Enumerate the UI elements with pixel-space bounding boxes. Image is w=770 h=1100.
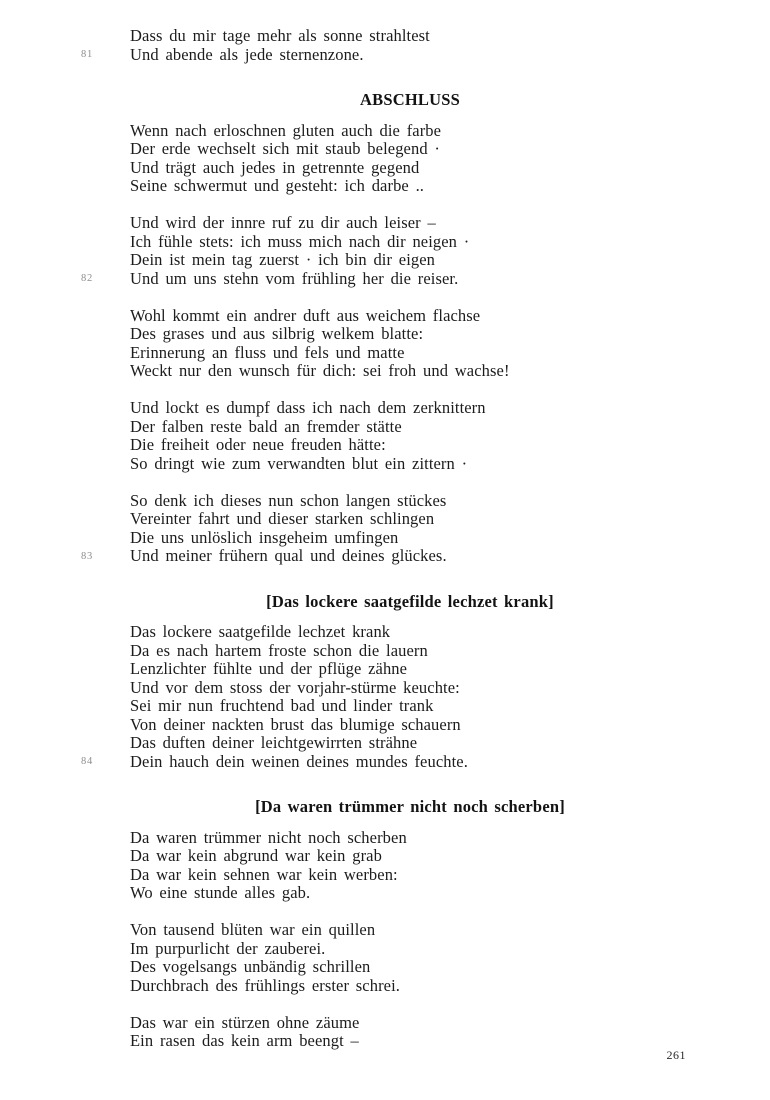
- stanza-margin-number: 84: [81, 756, 94, 767]
- poem-line: Die freiheit oder neue freuden hätte:: [130, 435, 386, 454]
- poem-line: Lenzlichter fühlte und der pflüge zähne: [130, 659, 408, 678]
- poem-line: So dringt wie zum verwandten blut ein zittern ·: [130, 453, 468, 473]
- stanza: [130, 307, 690, 381]
- poem-line: Die uns unlöslich insgeheim umfingen: [130, 527, 399, 547]
- stanza: [81, 622, 690, 771]
- poem-line: Da es nach hartem froste schon die lauern: [130, 640, 428, 660]
- poem-line: Da war kein abgrund war kein grab: [130, 846, 382, 865]
- poem-line: Durchbrach des frühlings erster schrei.: [130, 975, 401, 995]
- stanza-margin-number: 83: [81, 550, 94, 562]
- poem-line: Und um uns stehn vom frühling her die reiser. 82: [81, 268, 459, 288]
- poem-line: Des grases und aus silbrig welkem blatte:: [130, 324, 424, 343]
- poem-line: Dein hauch dein weinen deines mundes feuchte. 84: [81, 751, 468, 771]
- poem-line: Und vor dem stoss der vorjahr-stürme keuchte:: [130, 677, 460, 697]
- poem-line: Des vogelsangs unbändig schrillen: [130, 957, 371, 976]
- page-number: 261: [666, 1048, 686, 1062]
- poem-line: Weckt nur den wunsch für dich: sei froh und wachse!: [130, 361, 510, 380]
- stanza: [81, 213, 690, 288]
- poem-line: Seine schwermut und gesteht: ich darbe ..: [130, 176, 425, 195]
- poem-line: Von tausend blüten war ein quillen: [130, 920, 376, 939]
- poem-line: Und meiner frühern qual und deines glückes. 83: [81, 546, 447, 565]
- stanza-margin-number: 81: [81, 49, 94, 60]
- poem-line: Der erde wechselt sich mit staub belegend ·: [130, 139, 440, 158]
- poem-heading: [Da waren trümmer nicht noch scherben]: [255, 797, 565, 816]
- poem-line: Und wird der innre ruf zu dir auch leiser –: [130, 213, 436, 232]
- poem-line: Der falben reste bald an fremder stätte: [130, 416, 402, 436]
- poem-body: [81, 26, 690, 1069]
- poem-line: So denk ich dieses nun schon langen stückes: [130, 490, 447, 510]
- stanza: [130, 1014, 690, 1051]
- poem-line: Da waren trümmer nicht noch scherben: [130, 827, 407, 847]
- stanza: [130, 829, 690, 903]
- poem-line: Und abende als jede sternenzone. 81: [81, 44, 364, 64]
- stanza-margin-number: 82: [81, 273, 94, 284]
- poem-line: Wohl kommt ein andrer duft aus weichem flachse: [130, 305, 481, 325]
- poem-line: Wenn nach erloschnen gluten auch die farbe: [130, 120, 442, 140]
- poem-line: Und trägt auch jedes in getrennte gegend: [130, 157, 420, 177]
- poem-heading: [Das lockere saatgefilde lechzet krank]: [266, 591, 554, 611]
- stanza: [130, 122, 690, 196]
- poem-line: Ein rasen das kein arm beengt –: [130, 1031, 359, 1050]
- poem-line: Wo eine stunde alles gab.: [130, 883, 311, 902]
- poem-line: Sei mir nun fruchtend bad und linder trank: [130, 696, 434, 715]
- stanza: [130, 921, 690, 995]
- poem-line: Da war kein sehnen war kein werben:: [130, 864, 398, 884]
- poem-line: Vereinter fahrt und dieser starken schlingen: [130, 509, 435, 528]
- stanza: [81, 26, 690, 64]
- poem-line: Das war ein stürzen ohne zäume: [130, 1012, 360, 1032]
- poem-line: Das lockere saatgefilde lechzet krank: [130, 622, 391, 641]
- poem-line: Dein ist mein tag zuerst · ich bin dir eigen: [130, 250, 436, 269]
- poem-line: Im purpurlicht der zauberei.: [130, 938, 326, 958]
- poem-line: Erinnerung an fluss und fels und matte: [130, 342, 405, 362]
- poem-heading: ABSCHLUSS: [360, 90, 460, 109]
- stanza: [130, 399, 690, 473]
- poem-line: Und lockt es dumpf dass ich nach dem zerknittern: [130, 398, 486, 417]
- stanza: [81, 490, 690, 566]
- poem-line: Von deiner nackten brust das blumige schauern: [130, 714, 461, 734]
- poem-line: Dass du mir tage mehr als sonne strahltest: [130, 26, 430, 45]
- poem-line: Das duften deiner leichtgewirrten strähne: [130, 733, 418, 752]
- poem-line: Ich fühle stets: ich muss mich nach dir neigen ·: [130, 231, 470, 251]
